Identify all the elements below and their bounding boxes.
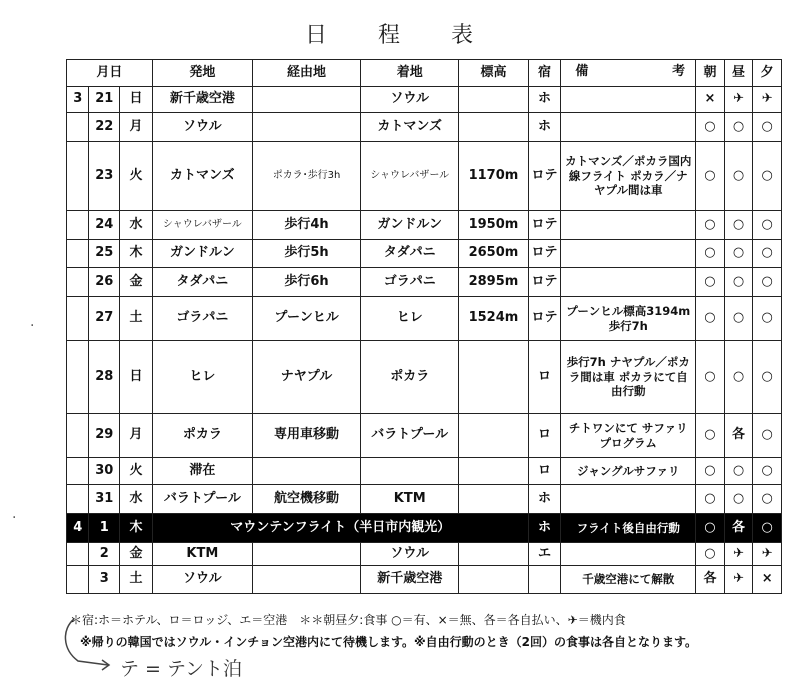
- cell-altitude: [459, 458, 528, 485]
- cell-month: [67, 414, 89, 458]
- cell-remarks: [561, 485, 696, 514]
- footnote-legend: ＊宿:ホ＝ホテル、ロ＝ロッジ、エ＝空港 ＊＊朝昼夕:食事 ○＝有、×＝無、各＝各自払い、✈＝機内食: [70, 613, 626, 627]
- cell-month: 3: [67, 87, 89, 113]
- cell-remarks: [561, 87, 696, 113]
- header-altitude: 標高: [459, 60, 528, 87]
- cell-breakfast: ○: [696, 514, 725, 543]
- cell-day: 22: [89, 113, 120, 142]
- cell-stay: ホ: [528, 113, 561, 142]
- cell-via: 歩行4h: [252, 211, 360, 240]
- table-row: [67, 268, 782, 297]
- cell-day: 21: [89, 87, 120, 113]
- cell-month: [67, 240, 89, 268]
- cell-dinner: ○: [753, 211, 782, 240]
- cell-breakfast: ○: [696, 268, 725, 297]
- cell-altitude: [459, 414, 528, 458]
- cell-remarks: 歩行7h ナヤプル／ポカラ間は車 ポカラにて自由行動: [561, 341, 696, 414]
- header-breakfast: 朝: [696, 60, 725, 87]
- cell-lunch: ○: [724, 113, 753, 142]
- cell-altitude: [459, 485, 528, 514]
- cell-remarks: [561, 240, 696, 268]
- cell-day: 29: [89, 414, 120, 458]
- cell-altitude: 2895m: [459, 268, 528, 297]
- cell-lunch: ○: [724, 485, 753, 514]
- table-row: [67, 211, 782, 240]
- cell-from: KTM: [152, 543, 252, 566]
- cell-via: ナヤプル: [252, 341, 360, 414]
- cell-breakfast: ○: [696, 240, 725, 268]
- cell-altitude: 2650m: [459, 240, 528, 268]
- cell-via: 航空機移動: [252, 485, 360, 514]
- cell-dinner: ○: [753, 268, 782, 297]
- header-remarks-b: 考: [672, 64, 686, 79]
- cell-from: ソウル: [152, 113, 252, 142]
- cell-day: 23: [89, 142, 120, 211]
- cell-weekday: 火: [120, 458, 153, 485]
- header-to: 着地: [361, 60, 459, 87]
- cell-from: ゴラパニ: [152, 297, 252, 341]
- cell-from: バラトプール: [152, 485, 252, 514]
- cell-from: 新千歳空港: [152, 87, 252, 113]
- cell-from: ガンドルン: [152, 240, 252, 268]
- cell-from: シャウレバザール: [152, 211, 252, 240]
- cell-remarks: プーンヒル標高3194m 歩行7h: [561, 297, 696, 341]
- cell-weekday: 火: [120, 142, 153, 211]
- cell-dinner: ○: [753, 240, 782, 268]
- cell-day: 3: [89, 566, 120, 594]
- cell-via: ポカラ･歩行3h: [252, 142, 360, 211]
- cell-weekday: 木: [120, 240, 153, 268]
- cell-from: カトマンズ: [152, 142, 252, 211]
- header-dinner: 夕: [753, 60, 782, 87]
- header-remarks-a: 備: [575, 64, 589, 79]
- cell-from: タダパニ: [152, 268, 252, 297]
- cell-day: 27: [89, 297, 120, 341]
- cell-day: 31: [89, 485, 120, 514]
- page-title: 日 程 表: [305, 23, 495, 48]
- cell-to: 新千歳空港: [361, 566, 459, 594]
- cell-month: [67, 458, 89, 485]
- stray-dot: ·: [12, 510, 17, 526]
- cell-day: 1: [89, 514, 120, 543]
- handwritten-note: テ = テント泊: [120, 658, 243, 680]
- cell-altitude: 1170m: [459, 142, 528, 211]
- cell-via: 歩行5h: [252, 240, 360, 268]
- cell-remarks: フライト後自由行動: [561, 514, 696, 543]
- cell-lunch: 各: [724, 414, 753, 458]
- cell-breakfast: ×: [696, 87, 725, 113]
- cell-via: [252, 566, 360, 594]
- cell-dinner: ○: [753, 297, 782, 341]
- cell-weekday: 土: [120, 297, 153, 341]
- cell-month: [67, 113, 89, 142]
- table-row: [67, 113, 782, 142]
- cell-stay: ロ: [528, 414, 561, 458]
- cell-stay: [528, 566, 561, 594]
- cell-to: [361, 458, 459, 485]
- table-row: [67, 341, 782, 414]
- cell-breakfast: ○: [696, 341, 725, 414]
- cell-lunch: ✈: [724, 87, 753, 113]
- cell-breakfast: ○: [696, 414, 725, 458]
- cell-altitude: 1524m: [459, 297, 528, 341]
- cell-stay: ロテ: [528, 142, 561, 211]
- cell-weekday: 木: [120, 514, 153, 543]
- cell-altitude: [459, 566, 528, 594]
- cell-to: ポカラ: [361, 341, 459, 414]
- cell-breakfast: ○: [696, 297, 725, 341]
- table-row: [67, 458, 782, 485]
- cell-from: 滞在: [152, 458, 252, 485]
- cell-remarks: チトワンにて サファリプログラム: [561, 414, 696, 458]
- cell-stay: ホ: [528, 485, 561, 514]
- header-stay: 宿: [528, 60, 561, 87]
- cell-weekday: 金: [120, 268, 153, 297]
- cell-weekday: 月: [120, 414, 153, 458]
- cell-breakfast: ○: [696, 211, 725, 240]
- table-row: [67, 414, 782, 458]
- cell-dinner: ✈: [753, 543, 782, 566]
- cell-breakfast: ○: [696, 113, 725, 142]
- cell-remarks: [561, 113, 696, 142]
- cell-breakfast: ○: [696, 458, 725, 485]
- cell-dinner: ○: [753, 113, 782, 142]
- cell-day: 25: [89, 240, 120, 268]
- cell-via: プーンヒル: [252, 297, 360, 341]
- cell-day: 24: [89, 211, 120, 240]
- stray-dot: ·: [30, 318, 35, 334]
- cell-lunch: ○: [724, 211, 753, 240]
- cell-lunch: ✈: [724, 566, 753, 594]
- header-lunch: 昼: [724, 60, 753, 87]
- cell-to: ゴラパニ: [361, 268, 459, 297]
- cell-to: タダパニ: [361, 240, 459, 268]
- cell-breakfast: 各: [696, 566, 725, 594]
- cell-remarks: [561, 268, 696, 297]
- cell-via: 歩行6h: [252, 268, 360, 297]
- cell-stay: ロテ: [528, 240, 561, 268]
- cell-from: ソウル: [152, 566, 252, 594]
- cell-lunch: 各: [724, 514, 753, 543]
- cell-month: [67, 485, 89, 514]
- cell-remarks: ジャングルサファリ: [561, 458, 696, 485]
- cell-breakfast: ○: [696, 485, 725, 514]
- cell-via: [252, 543, 360, 566]
- cell-weekday: 水: [120, 211, 153, 240]
- cell-dinner: ○: [753, 414, 782, 458]
- header-date: 月日: [67, 60, 153, 87]
- cell-via: [252, 113, 360, 142]
- cell-to: シャウレバザール: [361, 142, 459, 211]
- table-row: [67, 240, 782, 268]
- cell-weekday: 月: [120, 113, 153, 142]
- cell-dinner: ○: [753, 142, 782, 211]
- header-via: 経由地: [252, 60, 360, 87]
- table-row: [67, 87, 782, 113]
- cell-altitude: [459, 341, 528, 414]
- header-remarks: [561, 60, 696, 87]
- cell-month: [67, 543, 89, 566]
- cell-lunch: ○: [724, 341, 753, 414]
- cell-dinner: ○: [753, 341, 782, 414]
- table-row: [67, 566, 782, 594]
- cell-lunch: ○: [724, 142, 753, 211]
- cell-month: [67, 566, 89, 594]
- cell-to: ソウル: [361, 543, 459, 566]
- table-row: [67, 514, 782, 543]
- cell-month: [67, 268, 89, 297]
- cell-to: ヒレ: [361, 297, 459, 341]
- cell-month: [67, 297, 89, 341]
- cell-remarks: 千歳空港にて解散: [561, 566, 696, 594]
- cell-itinerary: マウンテンフライト（半日市内観光）: [152, 514, 528, 543]
- cell-stay: ホ: [528, 514, 561, 543]
- cell-stay: ロテ: [528, 268, 561, 297]
- cell-stay: ロ: [528, 458, 561, 485]
- header-from: 発地: [152, 60, 252, 87]
- cell-altitude: 1950m: [459, 211, 528, 240]
- cell-lunch: ○: [724, 458, 753, 485]
- cell-day: 28: [89, 341, 120, 414]
- schedule-table: [66, 59, 782, 594]
- cell-dinner: ○: [753, 485, 782, 514]
- cell-remarks: [561, 543, 696, 566]
- cell-dinner: ×: [753, 566, 782, 594]
- table-row: [67, 142, 782, 211]
- cell-lunch: ○: [724, 240, 753, 268]
- table-row: [67, 543, 782, 566]
- cell-month: [67, 211, 89, 240]
- cell-stay: エ: [528, 543, 561, 566]
- cell-weekday: 金: [120, 543, 153, 566]
- cell-lunch: ✈: [724, 543, 753, 566]
- cell-day: 30: [89, 458, 120, 485]
- cell-lunch: ○: [724, 297, 753, 341]
- cell-dinner: ✈: [753, 87, 782, 113]
- cell-day: 26: [89, 268, 120, 297]
- cell-dinner: ○: [753, 458, 782, 485]
- cell-day: 2: [89, 543, 120, 566]
- cell-to: ガンドルン: [361, 211, 459, 240]
- cell-lunch: ○: [724, 268, 753, 297]
- cell-altitude: [459, 87, 528, 113]
- cell-weekday: 日: [120, 87, 153, 113]
- cell-weekday: 水: [120, 485, 153, 514]
- cell-month: [67, 142, 89, 211]
- cell-weekday: 日: [120, 341, 153, 414]
- table-row: [67, 485, 782, 514]
- cell-altitude: [459, 543, 528, 566]
- cell-to: KTM: [361, 485, 459, 514]
- cell-dinner: ○: [753, 514, 782, 543]
- cell-from: ポカラ: [152, 414, 252, 458]
- cell-breakfast: ○: [696, 142, 725, 211]
- cell-stay: ホ: [528, 87, 561, 113]
- cell-altitude: [459, 113, 528, 142]
- cell-to: ソウル: [361, 87, 459, 113]
- cell-remarks: カトマンズ／ポカラ国内線フライト ポカラ／ナヤプル間は車: [561, 142, 696, 211]
- cell-breakfast: ○: [696, 543, 725, 566]
- cell-remarks: [561, 211, 696, 240]
- footnote-notice: ※帰りの韓国ではソウル・インチョン空港内にて待機します。※自由行動のとき（2回）の食事は各自となります。: [80, 635, 698, 649]
- cell-to: カトマンズ: [361, 113, 459, 142]
- cell-stay: ロテ: [528, 297, 561, 341]
- header-row: [67, 60, 782, 87]
- cell-from: ヒレ: [152, 341, 252, 414]
- cell-to: バラトプール: [361, 414, 459, 458]
- cell-stay: ロテ: [528, 211, 561, 240]
- cell-month: 4: [67, 514, 89, 543]
- cell-stay: ロ: [528, 341, 561, 414]
- table-row: [67, 297, 782, 341]
- cell-month: [67, 341, 89, 414]
- cell-via: [252, 87, 360, 113]
- cell-weekday: 土: [120, 566, 153, 594]
- cell-via: 専用車移動: [252, 414, 360, 458]
- cell-via: [252, 458, 360, 485]
